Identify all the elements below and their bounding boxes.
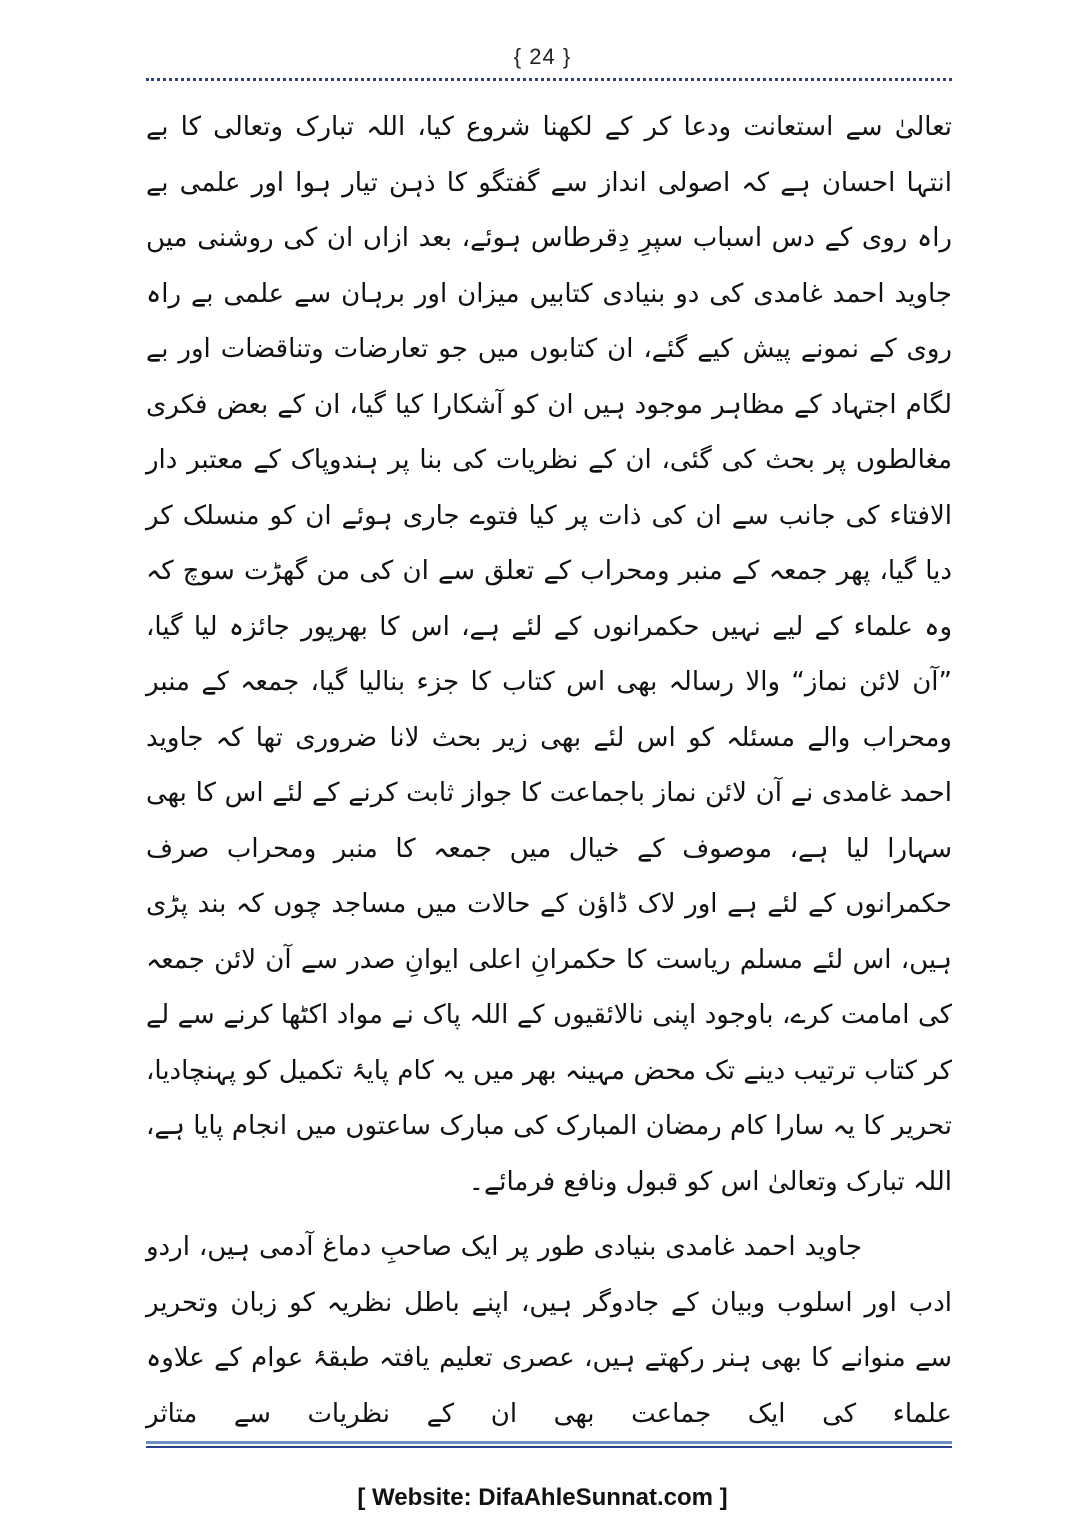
paragraph-1: تعالیٰ سے استعانت ودعا کر کے لکھنا شروع کیا، اللہ تبارک وتعالی کا بے انتہا احسان ہے کہ اصولی انداز سے گفتگو کا ذہن تیار ہوا اور علمی بے راہ روی کے دس اسباب سپرِ دِقرطاس ہوئے، بعد ازاں ان کی روشنی میں جاوید احمد غامدی کی دو بنیادی کتابیں میزان اور برہان سے علمی بے راہ روی کے نمونے پیش کیے گئے، ان کتابوں میں جو تعارضات وتناقضات اور بے لگام اجتہاد کے مظاہر موجود ہیں ان کو آشکارا کیا گیا، ان کے بعض فکری مغالطوں پر بحث کی گئی، ان کے نظریات کی بنا پر ہندوپاک کے معتبر دار الافتاء کی جانب سے ان کی ذات پر کیا فتوے جاری ہوئے ان کو منسلک کر دیا گیا، پھر جمعہ کے منبر ومحراب کے تعلق سے ان کی من گھڑت سوچ کہ وہ علماء کے لیے نہیں حکمرانوں کے لئے ہے، اس کا بھرپور جائزہ لیا گیا، ”آن لائن نماز“ والا رسالہ بھی اس کتاب کا جزء بنالیا گیا، جمعہ کے منبر ومحراب والے مسئلہ کو اس لئے بھی زیر بحث لانا ضروری تھا کہ جاوید احمد غامدی نے آن لائن نماز باجماعت کا جواز ثابت کرنے کے لئے اس کا بھی سہارا لیا ہے، موصوف کے خیال میں جمعہ کا منبر ومحراب صرف حکمرانوں کے لئے ہے اور لاک ڈاؤن کے حالات میں مساجد چوں کہ بند پڑی ہیں، اس لئے مسلم ریاست کا حکمرانِ اعلی ایوانِ صدر سے آن لائن جمعہ کی امامت کرے، باوجود اپنی نالائقیوں کے اللہ پاک نے مواد اکٹھا کرنے سے لے کر کتاب ترتیب دینے تک محض مہینہ بھر میں یہ کام پایۂ تکمیل کو پہنچادیا، تحریر کا یہ سارا کام رمضان المبارک کی مبارک ساعتوں میں انجام پایا ہے، اللہ تبارک وتعالیٰ اس کو قبول ونافع فرمائے۔ (146, 112, 952, 1197)
bottom-divider-light (146, 1441, 952, 1444)
bottom-divider-dark (146, 1446, 952, 1448)
top-dotted-divider (146, 78, 952, 81)
paragraph-2: جاوید احمد غامدی بنیادی طور پر ایک صاحبِ دماغ آدمی ہیں، اردو ادب اور اسلوب وبیان کے جادوگر ہیں، اپنے باطل نظریہ کو زبان وتحریر سے منوانے کا بھی ہنر رکھتے ہیں، عصری تعلیم یافتہ طبقۂ عوام کے علاوہ علماء کی ایک جماعت بھی ان کے نظریات سے متاثر (146, 1232, 952, 1429)
footer-website: [ Website: DifaAhleSunnat.com ] (357, 1484, 728, 1511)
body-text (146, 100, 952, 1442)
page-number: { 24 } (513, 44, 572, 69)
